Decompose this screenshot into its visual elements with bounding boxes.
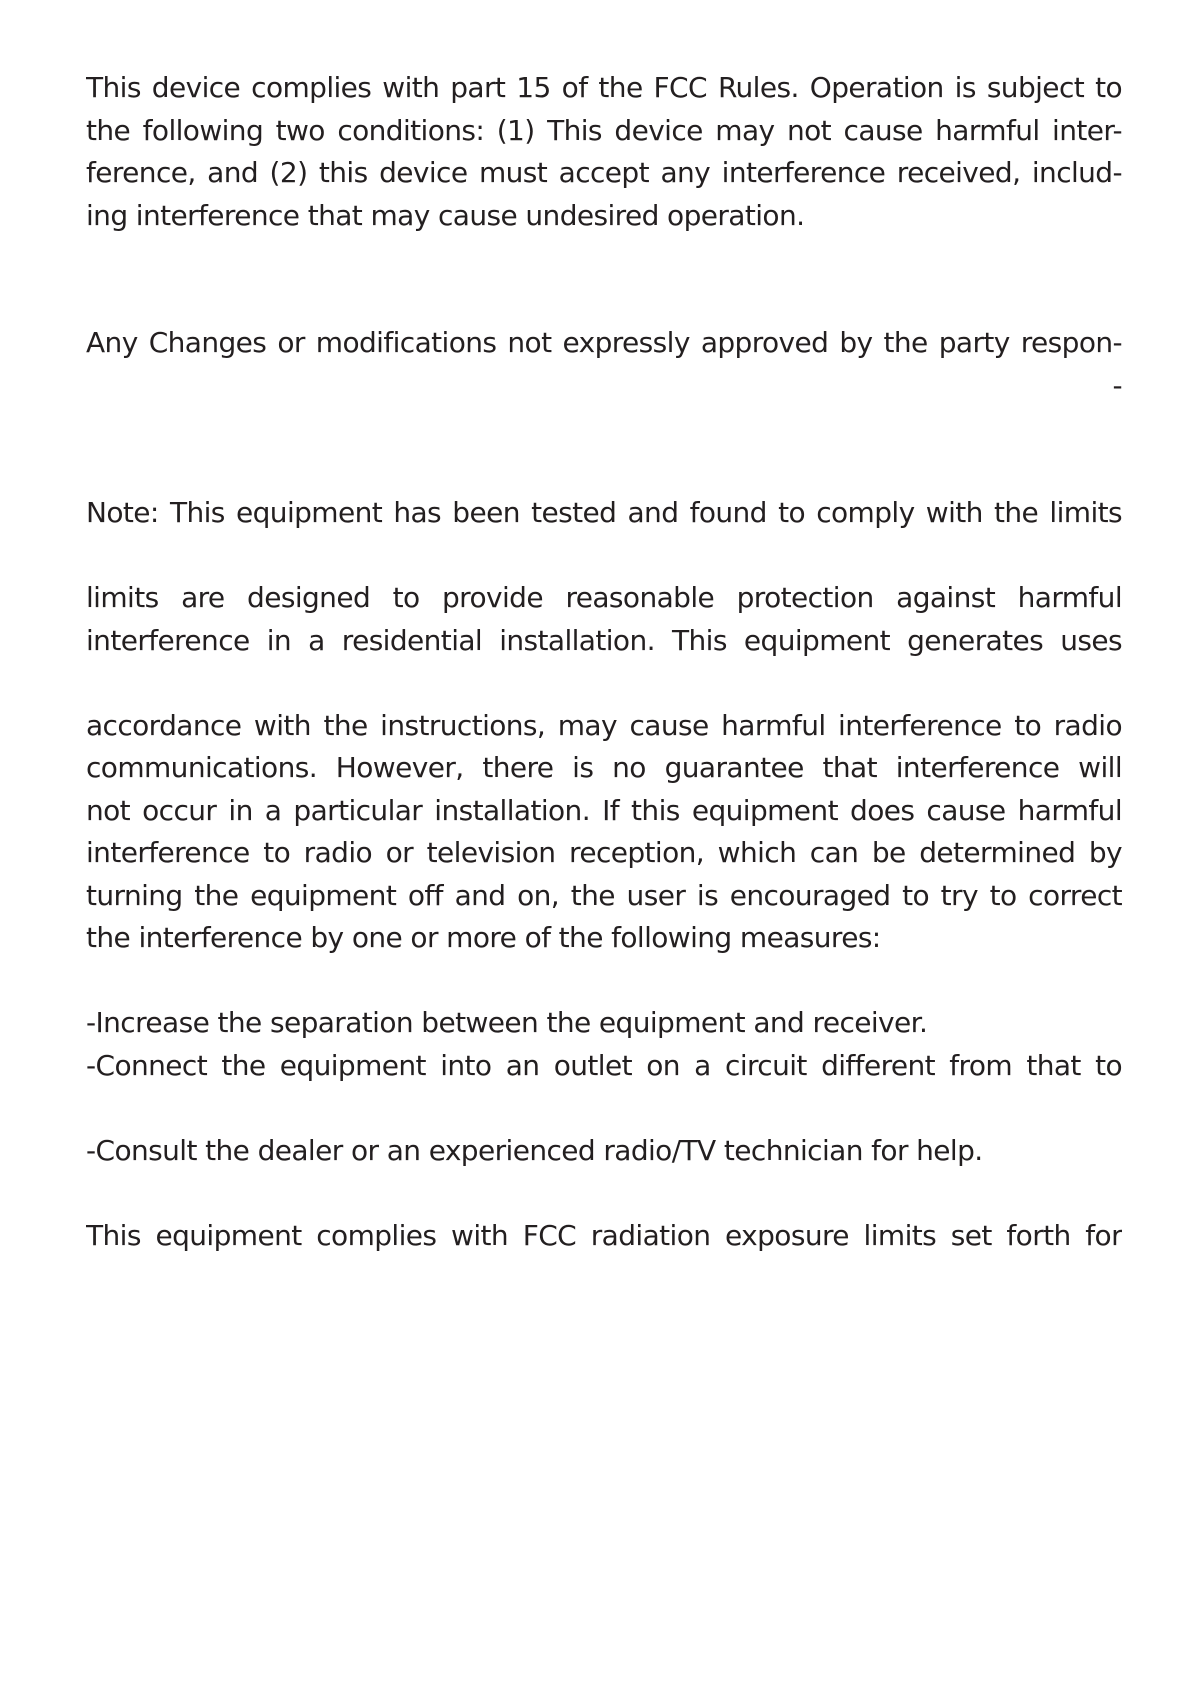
text-line-4: ing interference that may cause undesired operation. — [86, 199, 805, 232]
text-line-7: Note: This equipment has been tested and found to comply with the limits — [86, 496, 1122, 529]
text-line-2: the following two conditions: (1) This device may not cause harmful inter- — [86, 114, 1122, 147]
text-line-11: communications. However, there is no guarantee that interference will — [86, 751, 1122, 784]
text-line-15: the interference by one or more of the following measures: — [86, 921, 881, 954]
text-line-1: This device complies with part 15 of the FCC Rules. Operation is subject to — [86, 71, 1122, 104]
text-line-12: not occur in a particular installation. If this equipment does cause harmful — [86, 794, 1122, 827]
text-line-13: interference to radio or television reception, which can be determined by — [86, 836, 1122, 869]
text-line-19: This equipment complies with FCC radiation exposure limits set forth for — [86, 1219, 1122, 1252]
text-line-9: interference in a residential installation. This equipment generates uses — [86, 624, 1122, 657]
text-line-16: -Increase the separation between the equipment and receiver. — [86, 1006, 928, 1039]
text-line-6: - — [1112, 369, 1122, 402]
text-line-10: accordance with the instructions, may cause harmful interference to radio — [86, 709, 1122, 742]
text-line-8: limits are designed to provide reasonable protection against harmful — [86, 581, 1122, 614]
text-line-14: turning the equipment off and on, the user is encouraged to try to correct — [86, 879, 1122, 912]
text-line-18: -Consult the dealer or an experienced radio/TV technician for help. — [86, 1134, 983, 1167]
text-line-3: ference, and (2) this device must accept any interference received, includ- — [86, 156, 1122, 189]
text-line-5: Any Changes or modifications not expressly approved by the party respon- — [86, 326, 1122, 359]
text-line-17: -Connect the equipment into an outlet on a circuit different from that to — [86, 1049, 1122, 1082]
